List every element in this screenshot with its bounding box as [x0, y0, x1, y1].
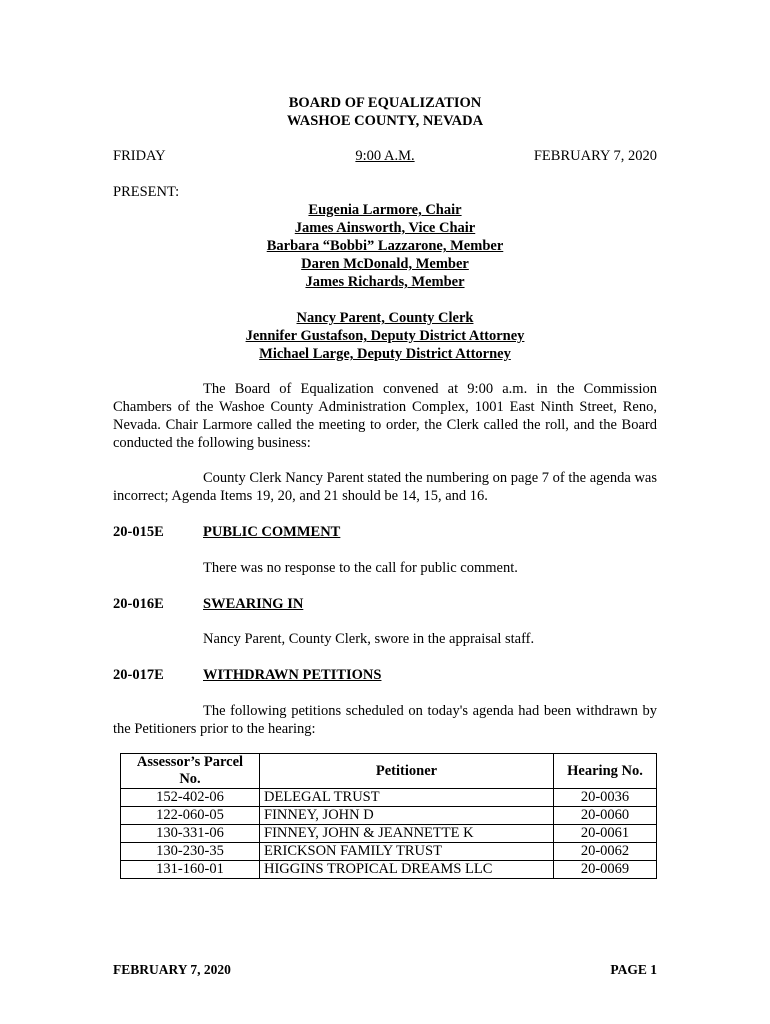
withdrawn-petitions-table [120, 753, 657, 879]
item-text: The following petitions scheduled on today's agenda had been withdrawn by the Petitioners prior to the hearing: [113, 703, 657, 737]
item-title: PUBLIC COMMENT [203, 524, 341, 540]
parcel-cell: 131-160-01 [121, 861, 260, 879]
petitioner-cell: FINNEY, JOHN D [260, 807, 554, 825]
meeting-info-row [113, 147, 657, 165]
parcel-cell: 122-060-05 [121, 807, 260, 825]
petitioner-cell: DELEGAL TRUST [260, 789, 554, 807]
member-item: Barbara “Bobbi” Lazzarone, Member [266, 238, 504, 254]
footer-page-number: PAGE 1 [610, 962, 657, 977]
table-row [121, 807, 657, 825]
member-item: James Ainsworth, Vice Chair [294, 220, 476, 236]
staff-item: Nancy Parent, County Clerk [296, 310, 474, 326]
column-header: Petitioner [260, 754, 554, 789]
parcel-cell: 152-402-06 [121, 789, 260, 807]
page-footer [113, 961, 657, 979]
footer-date: FEBRUARY 7, 2020 [113, 962, 231, 977]
item-number: 20-016E [113, 596, 164, 612]
title-line-1: BOARD OF EQUALIZATION [288, 95, 482, 111]
agenda-item-20-016E [113, 595, 657, 613]
member-item: James Richards, Member [305, 274, 465, 290]
meeting-day: FRIDAY [113, 148, 166, 164]
agenda-item-20-017E [113, 666, 657, 684]
hearing-cell: 20-0060 [554, 807, 657, 825]
table-row [121, 789, 657, 807]
parcel-cell: 130-230-35 [121, 843, 260, 861]
present-label: PRESENT: [113, 184, 180, 200]
item-text: There was no response to the call for public comment. [203, 560, 518, 576]
hearing-cell: 20-0069 [554, 861, 657, 879]
petitioner-cell: ERICKSON FAMILY TRUST [260, 843, 554, 861]
hearing-cell: 20-0061 [554, 825, 657, 843]
document-page [113, 0, 657, 1024]
agenda-item-20-015E [113, 523, 657, 541]
item-text: Nancy Parent, County Clerk, swore in the appraisal staff. [203, 631, 535, 647]
hearing-cell: 20-0036 [554, 789, 657, 807]
document-title [113, 94, 657, 130]
column-header: Hearing No. [554, 754, 657, 789]
item-title: WITHDRAWN PETITIONS [203, 667, 382, 683]
staff-list [113, 309, 657, 363]
column-header: Assessor’s Parcel No. [121, 754, 260, 789]
meeting-date: FEBRUARY 7, 2020 [533, 148, 657, 164]
table-row [121, 825, 657, 843]
member-item: Daren McDonald, Member [301, 256, 469, 272]
table-header-row [121, 754, 657, 789]
members-list [113, 201, 657, 291]
parcel-cell: 130-331-06 [121, 825, 260, 843]
table-row [121, 861, 657, 879]
hearing-cell: 20-0062 [554, 843, 657, 861]
petitioner-cell: HIGGINS TROPICAL DREAMS LLC [260, 861, 554, 879]
staff-item: Jennifer Gustafson, Deputy District Attorney [245, 328, 525, 344]
meeting-time: 9:00 A.M. [355, 148, 415, 164]
intro-paragraph: The Board of Equalization convened at 9:00 a.m. in the Commission Chambers of the Washoe County Administration Complex, 1001 East Ninth Street, Reno, Nevada. Chair Larmore called the meeting to order, the Clerk called the roll, and the Board conducted the following business: [113, 381, 657, 451]
item-title: SWEARING IN [203, 596, 304, 612]
title-line-2: WASHOE COUNTY, NEVADA [286, 113, 484, 129]
clerk-paragraph: County Clerk Nancy Parent stated the numbering on page 7 of the agenda was incorrect; Agenda Items 19, 20, and 21 should be 14, 15, and 16. [113, 470, 657, 504]
staff-item: Michael Large, Deputy District Attorney [259, 346, 511, 362]
table-row [121, 843, 657, 861]
petitioner-cell: FINNEY, JOHN & JEANNETTE K [260, 825, 554, 843]
member-item: Eugenia Larmore, Chair [308, 202, 462, 218]
item-number: 20-015E [113, 524, 164, 540]
item-number: 20-017E [113, 667, 164, 683]
